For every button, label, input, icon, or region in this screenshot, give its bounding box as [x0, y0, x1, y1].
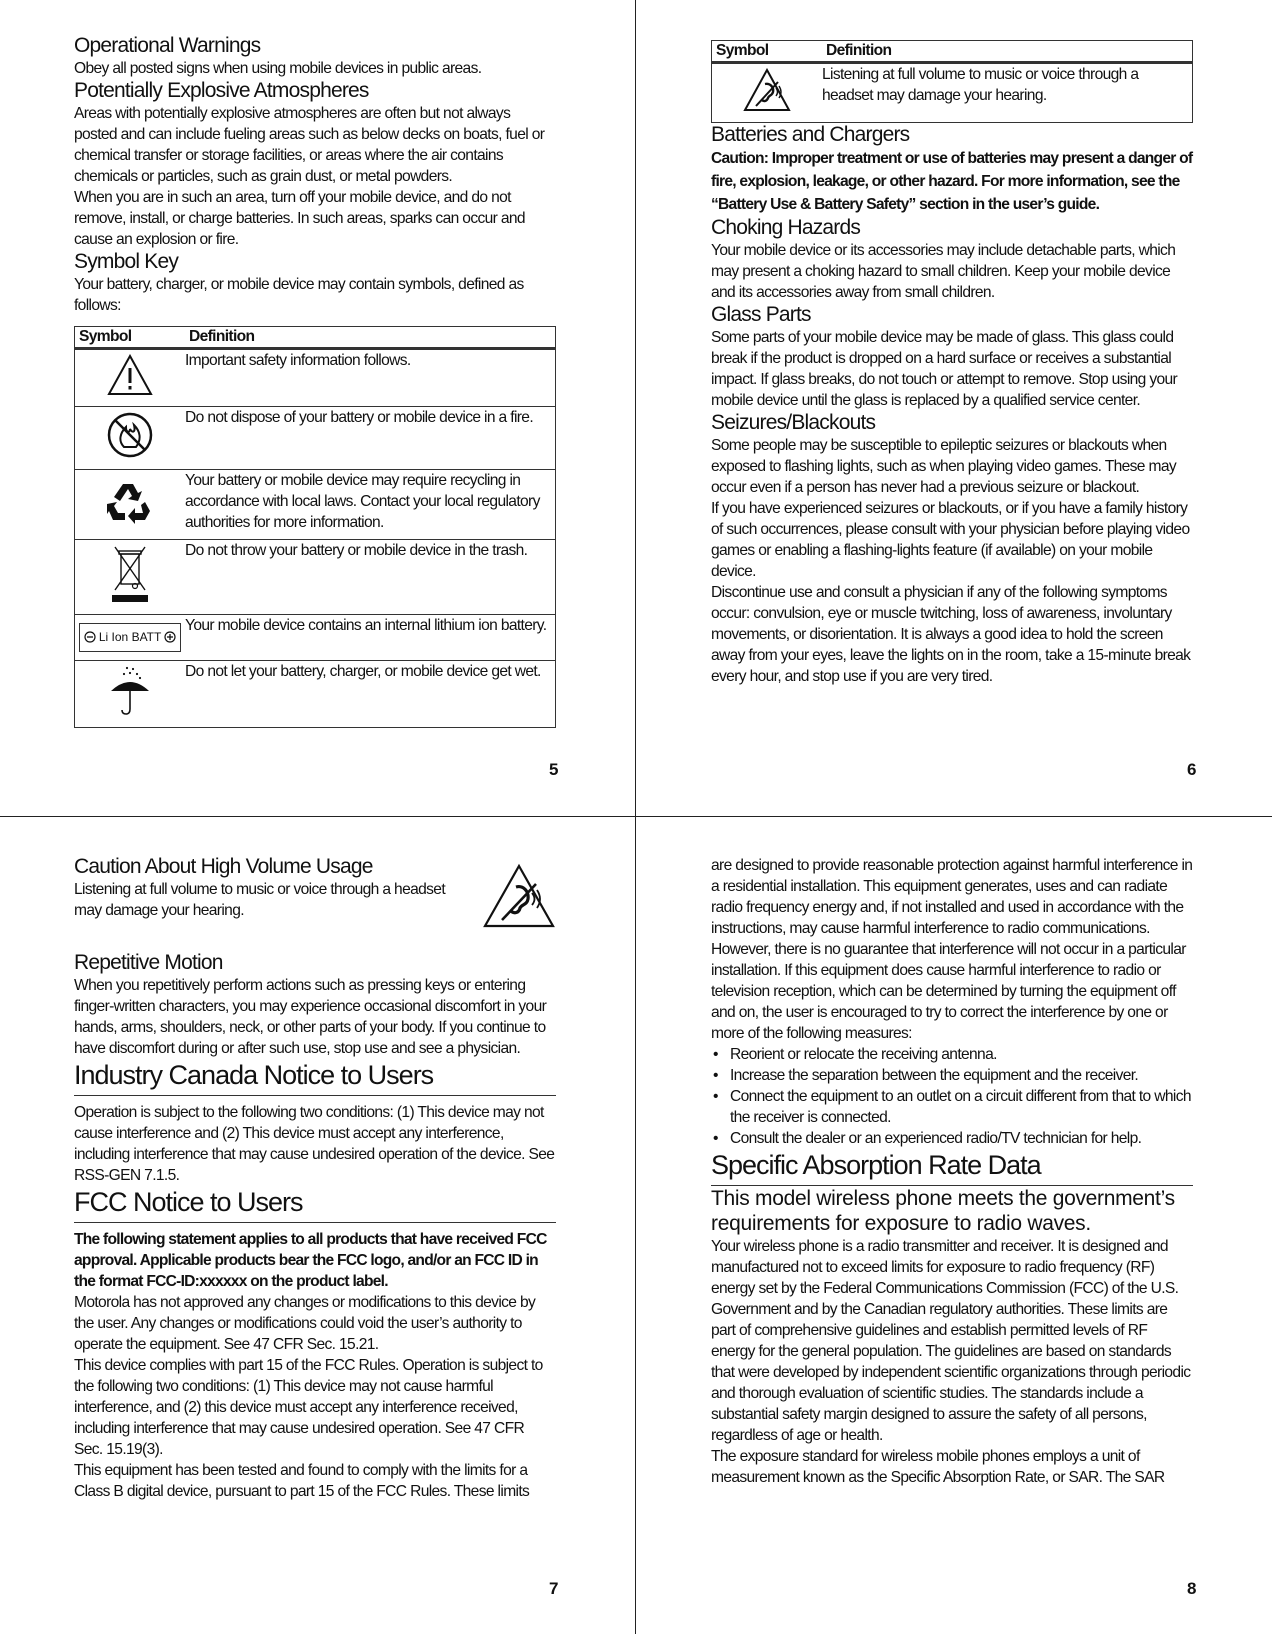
symbol-table-continued	[711, 40, 1193, 123]
seizures-p3: Discontinue use and consult a physician if any of the following symptoms occur: convulsion, eye or muscle twitching, loss of awareness, involuntary movements, or disorientation. It is always a good idea to hold the screen away from your eyes, leave the lights on in the room, take a 15-minute break every hour, and stop use if you are very tired.	[711, 584, 1191, 685]
definition-cell: Do not throw your battery or mobile device in the trash.	[185, 540, 556, 615]
sar-p1: Your wireless phone is a radio transmitter and receiver. It is designed and manufactured not to exceed limits for exposure to radio frequency (RF) energy set by the Federal Communications Commission (FCC) of the U.S. Government and by the Canadian regulatory authorities. These limits are part of comprehensive guidelines and establish permitted levels of RF energy for the general population. The guidelines are based on standards that were developed by independent scientific organizations through periodic and thorough evaluation of scientific studies. The standards include a substantial safety margin designed to assure the safety of all persons, regardless of age or health.	[711, 1238, 1191, 1444]
fcc-p3: This equipment has been tested and found to comply with the limits for a Class B digital device, pursuant to part 15 of the FCC Rules. These limits	[74, 1462, 530, 1500]
symbol-column-header: Symbol	[75, 327, 186, 349]
definition-cell: Listening at full volume to music or voice through a headset may damage your hearing.	[822, 63, 1193, 123]
symbol-key-table	[74, 326, 556, 728]
industry-canada-title: Industry Canada Notice to Users	[74, 1059, 556, 1096]
symbol-cell	[75, 661, 186, 728]
fcc-p1: Motorola has not approved any changes or modifications to this device by the user. Any changes or modifications could void the user’s authority to operate the equipment. See 47 CFR Sec. 15.21.	[74, 1294, 536, 1353]
table-row	[75, 407, 556, 470]
explosive-atmospheres-p1: Areas with potentially explosive atmospheres are often but not always posted and can include fueling areas such as below decks on boats, fuel or chemical transfer or storage facilities, or areas where the air contains chemicals or particles, such as grain dust, or metal powders.	[74, 105, 545, 185]
symbol-column-header: Symbol	[712, 41, 823, 63]
page-6	[636, 0, 1272, 817]
symbol-key-title: Symbol Key	[74, 250, 179, 273]
high-volume-title: Caution About High Volume Usage	[74, 855, 373, 878]
battery-label: Li Ion BATT	[98, 630, 162, 644]
symbol-cell	[75, 470, 186, 540]
page-number: 6	[1187, 760, 1197, 779]
no-fire-icon	[106, 411, 154, 459]
list-item: • Reorient or relocate the receiving antenna.	[711, 1044, 1193, 1065]
list-item: • Connect the equipment to an outlet on a circuit different from that to which the receiver is connected.	[711, 1086, 1193, 1128]
fcc-p2: This device complies with part 15 of the FCC Rules. Operation is subject to the following two conditions: (1) This device may not cause harmful interference, and (2) this device must accept any interference received, including interference that may cause undesired operation. See 47 CFR Sec. 15.19(3).	[74, 1357, 543, 1458]
umbrella-rain-icon	[107, 665, 153, 717]
minus-terminal-icon	[84, 631, 96, 643]
symbol-cell	[75, 407, 186, 470]
symbol-cell	[75, 349, 186, 407]
table-row	[75, 470, 556, 540]
table-row	[75, 349, 556, 407]
seizures-p1: Some people may be susceptible to epileptic seizures or blackouts when exposed to flashing lights, such as when playing video games. These may occur even if a person has never had a previous seizure or blackout.	[711, 437, 1176, 496]
explosive-atmospheres-p2: When you are in such an area, turn off your mobile device, and do not remove, install, or charge batteries. In such areas, sparks can occur and cause an explosion or fire.	[74, 189, 525, 248]
high-volume-section	[74, 855, 556, 929]
symbol-table-header	[75, 327, 556, 349]
symbol-cell	[712, 63, 823, 123]
glass-parts-title: Glass Parts	[711, 303, 811, 326]
definition-cell: Your battery or mobile device may require recycling in accordance with local laws. Contact your local regulatory authorities for more information.	[185, 470, 556, 540]
page-8	[636, 817, 1272, 1634]
warning-triangle-icon	[107, 354, 153, 396]
batteries-caution: Caution: Improper treatment or use of batteries may present a danger of fire, explosion, leakage, or other hazard. For more information, see the “Battery Use & Battery Safety” section in the user’s guide.	[711, 150, 1193, 213]
sar-subtitle: This model wireless phone meets the government’s requirements for exposure to radio waves.	[711, 1187, 1175, 1235]
definition-cell: Your mobile device contains an internal lithium ion battery.	[185, 615, 556, 661]
sar-p2: The exposure standard for wireless mobile phones employs a unit of measurement known as the Specific Absorption Rate, or SAR. The SAR	[711, 1448, 1165, 1486]
symbol-cell	[75, 540, 186, 615]
page-8-content	[711, 855, 1193, 1488]
page-5-content	[74, 34, 556, 728]
list-item: • Increase the separation between the equipment and the receiver.	[711, 1065, 1193, 1086]
industry-canada-text: Operation is subject to the following two conditions: (1) This device may not cause interference and (2) This device must accept any interference, including interference that may cause undesired operation of the device. See RSS-GEN 7.1.5.	[74, 1104, 555, 1184]
table-row	[75, 540, 556, 615]
repetitive-motion-title: Repetitive Motion	[74, 951, 223, 974]
high-volume-text-block	[74, 855, 469, 921]
page-number: 8	[1187, 1579, 1197, 1598]
seizures-blackouts-title: Seizures/Blackouts	[711, 411, 876, 434]
page-6-content	[711, 40, 1193, 687]
table-row	[712, 63, 1193, 123]
choking-hazards-text: Your mobile device or its accessories may include detachable parts, which may present a choking hazard to small children. Keep your mobile device and its accessories away from small children.	[711, 242, 1176, 301]
page-number: 5	[549, 760, 559, 779]
operational-warnings-title: Operational Warnings	[74, 34, 261, 57]
high-volume-text: Listening at full volume to music or voice through a headset may damage your hearing.	[74, 881, 445, 919]
sar-title: Specific Absorption Rate Data	[711, 1149, 1193, 1186]
definition-column-header: Definition	[822, 41, 1193, 63]
hearing-warning-icon	[743, 68, 791, 112]
fcc-notice-title: FCC Notice to Users	[74, 1186, 556, 1223]
recycle-icon	[107, 480, 153, 524]
crossed-bin-icon	[107, 544, 153, 604]
table-row	[75, 615, 556, 661]
page-7-content	[74, 855, 556, 1502]
hearing-warning-icon	[482, 863, 556, 929]
choking-hazards-title: Choking Hazards	[711, 216, 861, 239]
interference-measures-list	[711, 1044, 1193, 1149]
page-5	[0, 0, 636, 817]
repetitive-motion-text: When you repetitively perform actions such as pressing keys or entering finger-written characters, you may experience occasional discomfort in your hands, arms, shoulders, neck, or other parts of your body. If you continue to have discomfort during or after such use, stop use and see a physician.	[74, 977, 547, 1057]
symbol-cell	[75, 615, 186, 661]
table-row	[75, 661, 556, 728]
glass-parts-text: Some parts of your mobile device may be made of glass. This glass could break if the product is dropped on a hard surface or receives a substantial impact. If glass breaks, do not touch or attempt to remove. Stop using your mobile device until the glass is replaced by a qualified service center.	[711, 329, 1178, 409]
fcc-statement-bold: The following statement applies to all products that have received FCC approval. Applicable products bear the FCC logo, and/or an FCC ID in the format FCC-ID:xxxxxx on the product label.	[74, 1231, 547, 1290]
definition-cell: Important safety information follows.	[185, 349, 556, 407]
symbol-table-header	[712, 41, 1193, 63]
explosive-atmospheres-title: Potentially Explosive Atmospheres	[74, 79, 369, 102]
definition-cell: Do not dispose of your battery or mobile device in a fire.	[185, 407, 556, 470]
page-number: 7	[549, 1579, 559, 1598]
li-ion-battery-icon	[79, 623, 182, 652]
operational-warnings-text: Obey all posted signs when using mobile devices in public areas.	[74, 60, 482, 77]
page-7	[0, 817, 636, 1634]
fcc-continued-text: are designed to provide reasonable protection against harmful interference in a residential installation. This equipment generates, uses and can radiate radio frequency energy and, if not installed and used in accordance with the instructions, may cause harmful interference to radio communications. However, there is no guarantee that interference will not occur in a particular installation. If this equipment does cause harmful interference to radio or television reception, which can be determined by turning the equipment off and on, the user is encouraged to try to correct the interference by one or more of the following measures:	[711, 857, 1193, 1042]
definition-column-header: Definition	[185, 327, 556, 349]
symbol-key-intro: Your battery, charger, or mobile device may contain symbols, defined as follows:	[74, 276, 524, 314]
list-item: • Consult the dealer or an experienced radio/TV technician for help.	[711, 1128, 1193, 1149]
seizures-p2: If you have experienced seizures or blackouts, or if you have a family history of such occurrences, please consult with your physician before playing video games or enabling a flashing-lights feature (if available) on your mobile device.	[711, 500, 1190, 580]
plus-terminal-icon	[164, 631, 176, 643]
batteries-chargers-title: Batteries and Chargers	[711, 123, 910, 146]
definition-cell: Do not let your battery, charger, or mobile device get wet.	[185, 661, 556, 728]
